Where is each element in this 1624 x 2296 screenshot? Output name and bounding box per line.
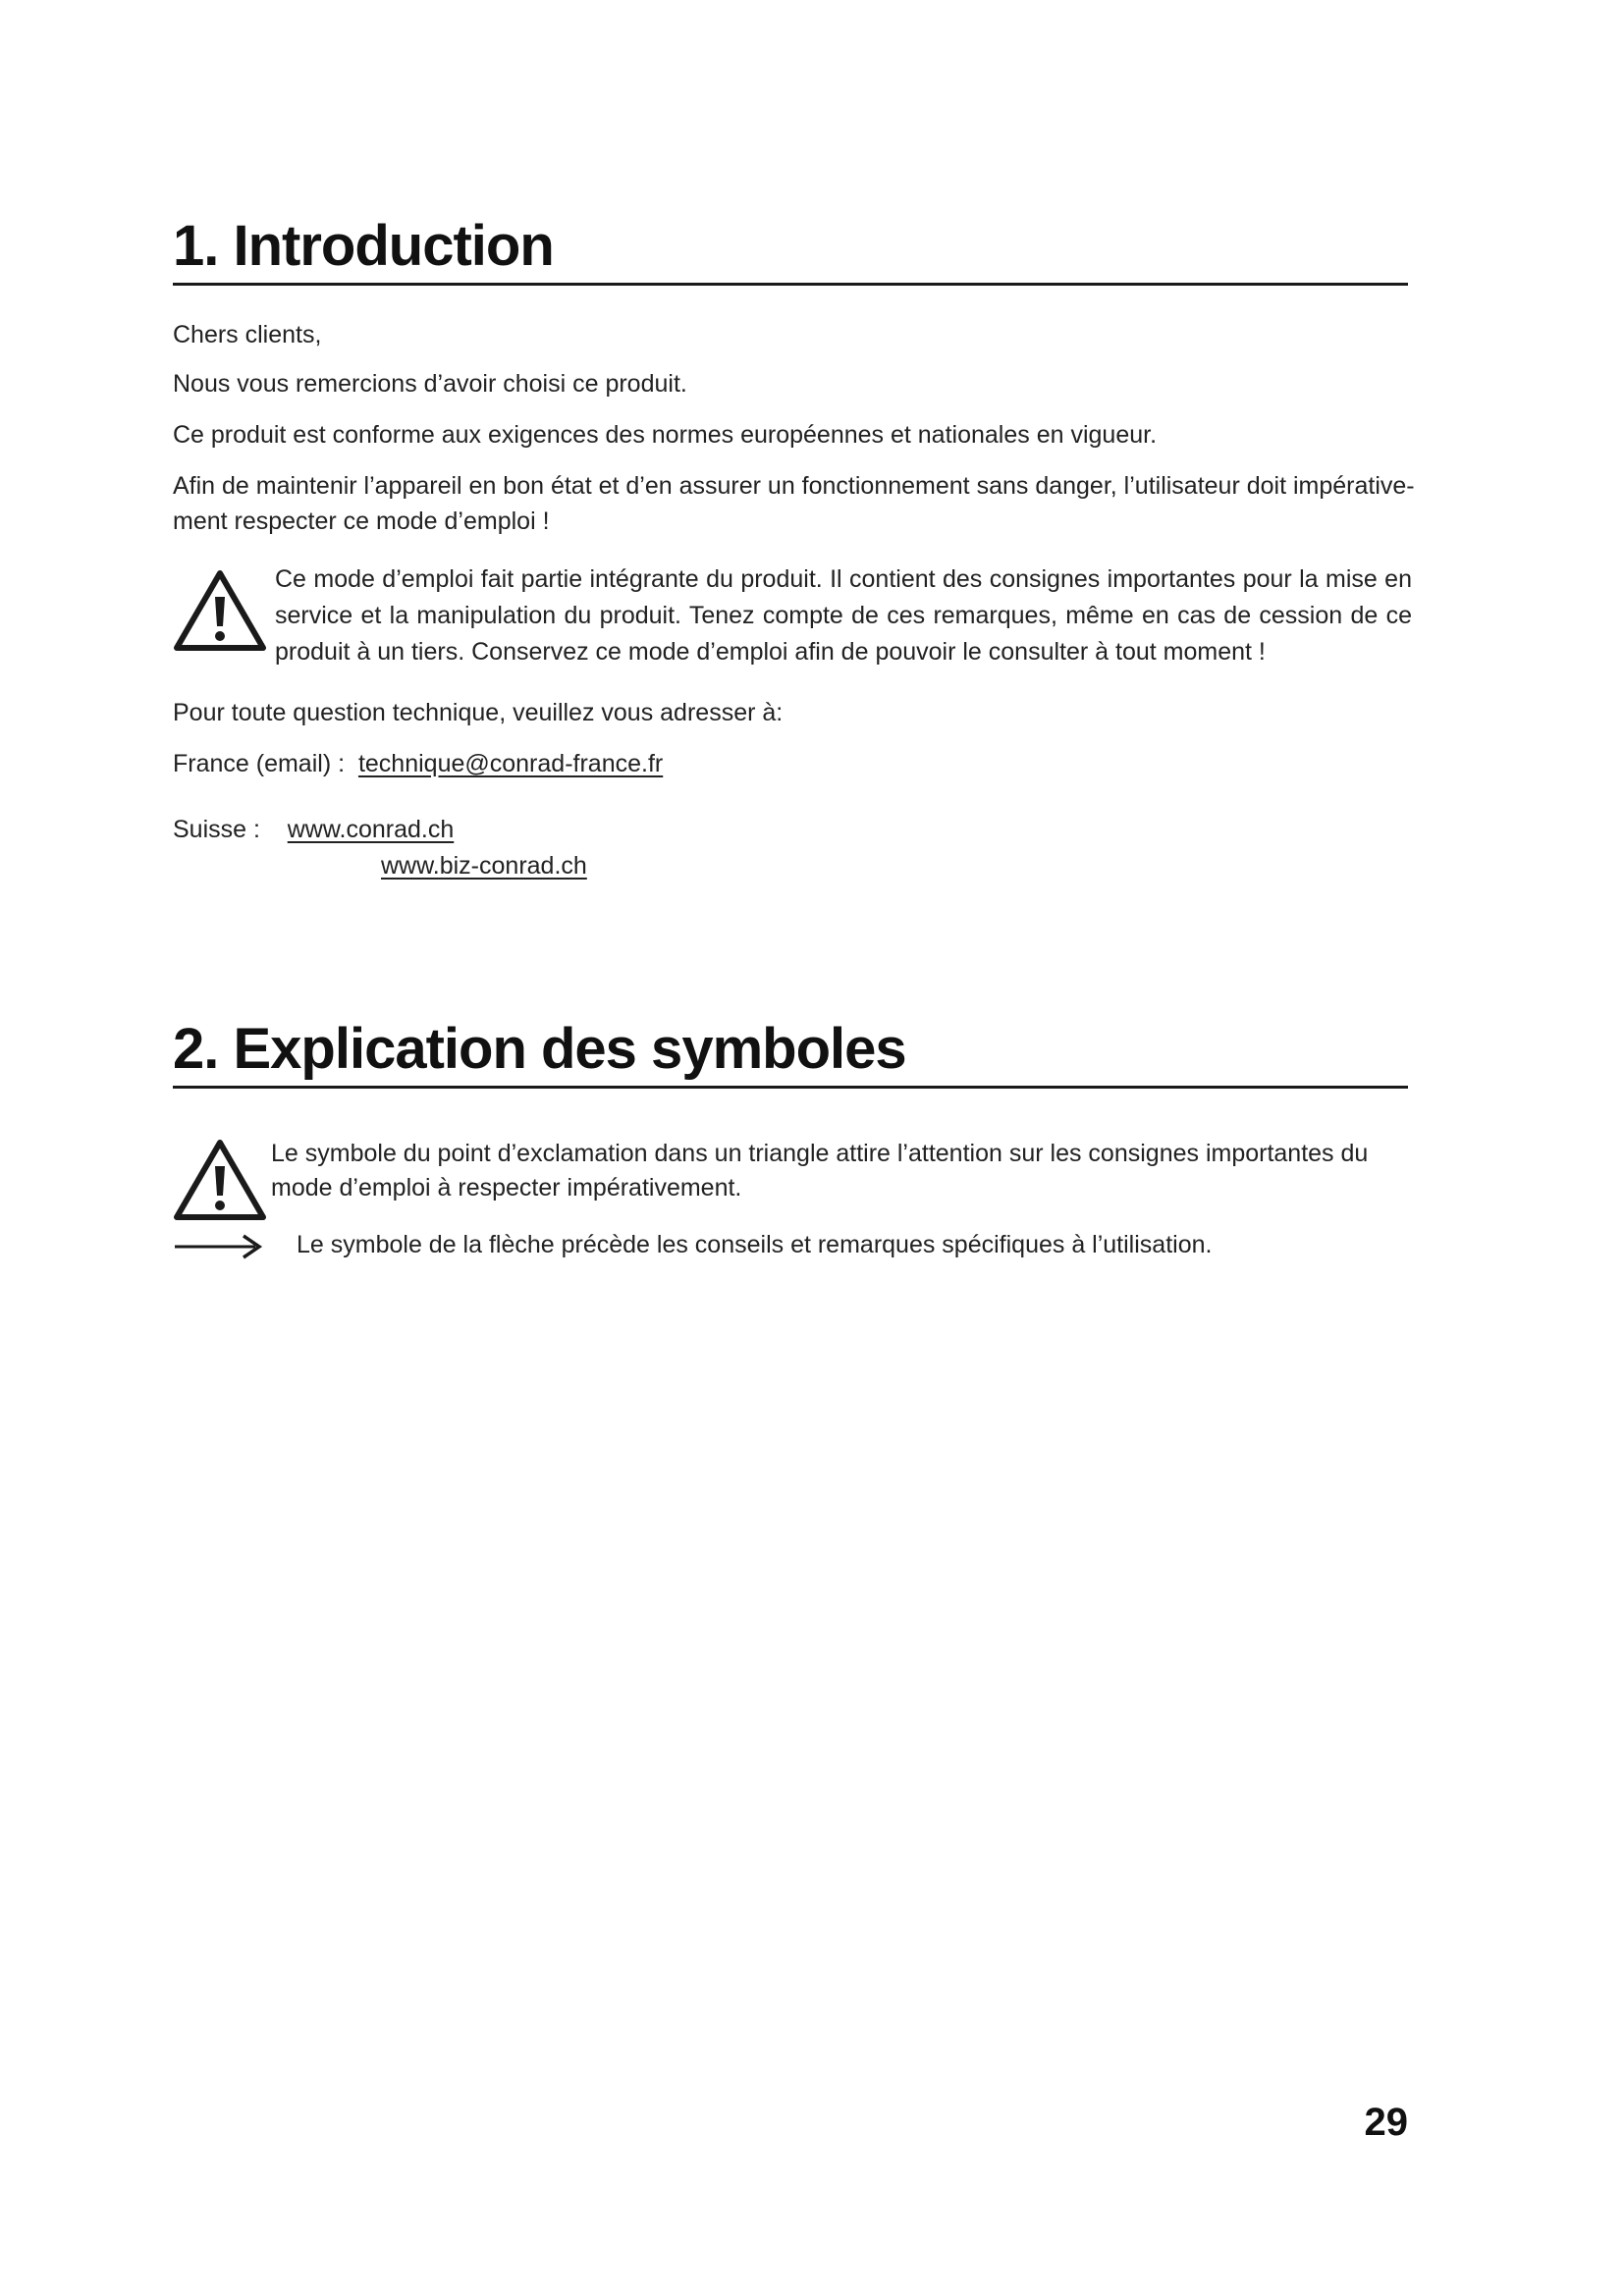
contact-suisse-biz — [381, 848, 587, 883]
arrow-right-icon — [173, 1231, 263, 1262]
arrow-symbol-text: Le symbole de la flèche précède les conseils et remarques spécifiques à l’utilisation. — [297, 1231, 1213, 1258]
warning-triangle-icon — [173, 567, 267, 654]
warning-triangle-icon — [173, 1137, 267, 1223]
greeting-text: Chers clients, — [173, 321, 322, 348]
conformity-text: Ce produit est conforme aux exigences des normes européennes et nationales en vigueur. — [173, 421, 1158, 449]
contact-france-label: France (email) : — [173, 750, 346, 777]
warning-symbol-text: Le symbole du point d’exclamation dans un triangle attire l’attention sur les consignes importantes du mode d’emploi à respecter impérativement. — [271, 1140, 1369, 1201]
contact-france — [173, 746, 663, 781]
page-number: 29 — [1364, 2101, 1408, 2144]
tech-question-text: Pour toute question technique, veuillez vous adresser à: — [173, 699, 784, 726]
france-email-link[interactable]: technique@conrad-france.fr — [357, 750, 664, 777]
biz-url-link[interactable]: www.biz-conrad.ch — [381, 852, 587, 880]
warning-notice-text: Ce mode d’emploi fait partie intégrante du produit. Il contient des consignes importantes pour la mise en service et la manipulation du produit. Tenez compte de ces remarques, même en cas de cession de ce produit à un tiers. Conservez ce mode d’emploi afin de pouvoir le consulter à tout moment ! — [275, 565, 1412, 666]
section-heading-symbols: 2. Explication des symboles — [173, 1015, 1408, 1089]
warning-notice — [173, 561, 1420, 669]
arrow-symbol-explanation — [173, 1227, 1420, 1266]
section-heading-introduction: 1. Introduction — [173, 212, 1408, 286]
warning-symbol-explanation — [173, 1137, 1420, 1215]
contact-suisse — [173, 812, 454, 847]
thanks-text: Nous vous remercions d’avoir choisi ce produit. — [173, 370, 687, 398]
suisse-url-link[interactable]: www.conrad.ch — [287, 816, 455, 843]
instruction-text: Afin de maintenir l’appareil en bon état et d’en assurer un fonctionnement sans danger, l’utilisateur doit impérative-ment respecter ce mode d’emploi ! — [173, 472, 1415, 535]
contact-suisse-label: Suisse : — [173, 816, 260, 843]
